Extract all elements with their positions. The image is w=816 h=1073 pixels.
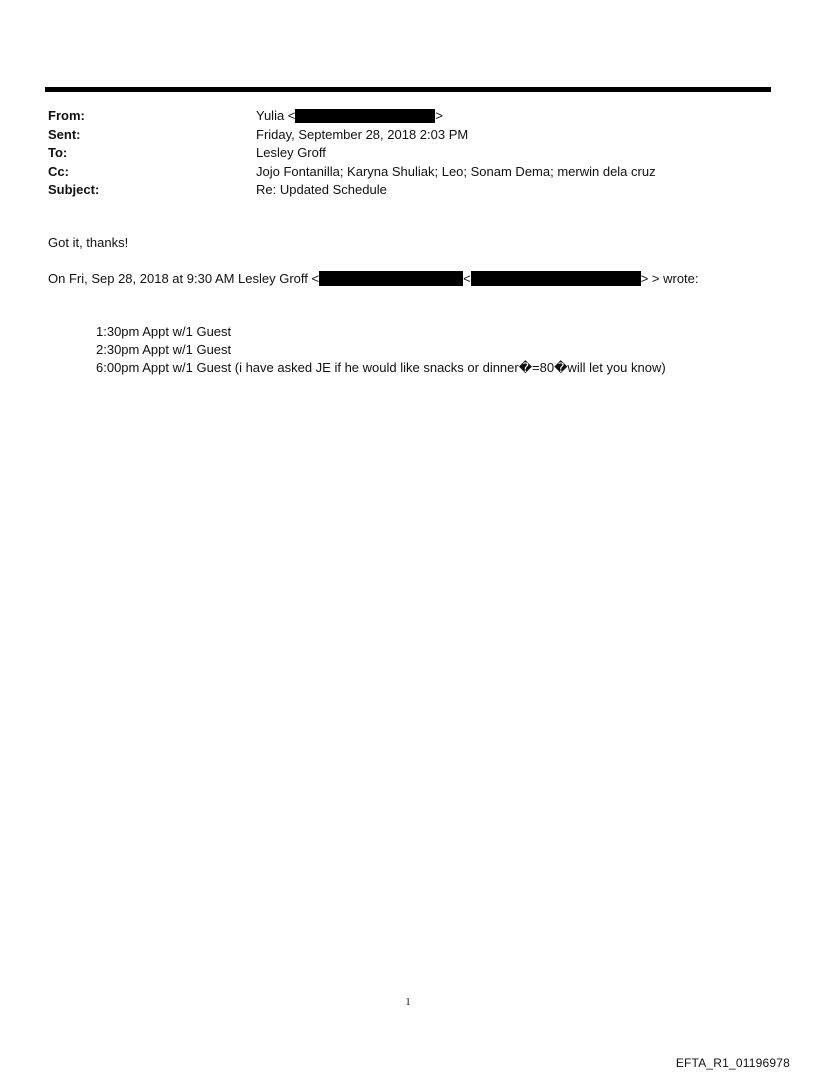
- schedule-line: 6:00pm Appt w/1 Guest (i have asked JE if he would like snacks or dinner�=80�will let you know): [96, 360, 666, 375]
- page-number: 1: [405, 996, 411, 1008]
- sent-value: Friday, September 28, 2018 2:03 PM: [256, 126, 469, 142]
- subject-value: Re: Updated Schedule: [256, 182, 387, 197]
- from-name: Yulia <: [256, 108, 296, 123]
- quote-intro-suffix: > > wrote:: [640, 271, 699, 286]
- subject-row: [48, 181, 768, 200]
- redacted-email: [295, 109, 435, 123]
- email-header: [48, 107, 768, 200]
- quote-intro: [48, 270, 699, 288]
- from-close-bracket: >: [435, 108, 443, 123]
- header-divider: [45, 87, 771, 92]
- cc-value: Jojo Fontanilla; Karyna Shuliak; Leo; Sonam Dema; merwin dela cruz: [256, 163, 656, 179]
- from-row: [48, 107, 768, 126]
- sent-row: [48, 126, 768, 145]
- to-row: [48, 144, 768, 163]
- reply-text: Got it, thanks!: [48, 235, 129, 250]
- quoted-schedule: [96, 323, 666, 377]
- sent-label: Sent:: [48, 126, 81, 142]
- to-value: Lesley Groff: [256, 145, 326, 160]
- schedule-line: 1:30pm Appt w/1 Guest: [96, 324, 232, 339]
- cc-label: Cc:: [48, 163, 69, 179]
- from-value: [256, 107, 443, 126]
- subject-label: Subject:: [48, 182, 100, 197]
- from-label: From:: [48, 108, 85, 123]
- redacted-email: [471, 271, 641, 286]
- redacted-email: [319, 271, 463, 286]
- document-id: EFTA_R1_01196978: [675, 1056, 790, 1070]
- cc-row: [48, 163, 768, 182]
- schedule-line: 2:30pm Appt w/1 Guest: [96, 342, 232, 357]
- quote-intro-middle: <: [463, 271, 471, 286]
- to-label: To:: [48, 145, 68, 160]
- quote-intro-prefix: On Fri, Sep 28, 2018 at 9:30 AM Lesley Groff <: [48, 271, 320, 286]
